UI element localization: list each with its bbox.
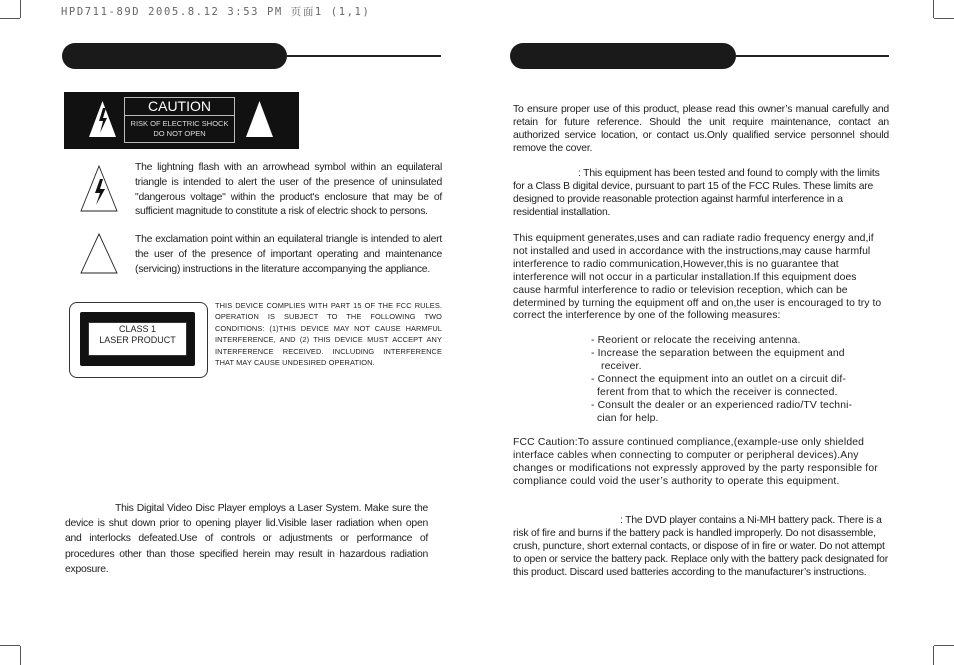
measure-item: - Increase the separation between the equipment and: [591, 348, 845, 359]
caution-subtitle: [125, 119, 234, 138]
crop-mark: [20, 646, 21, 665]
laser-product-label: [69, 302, 208, 378]
battery-warning-paragraph: : The DVD player contains a Ni-MH battery pack. There is a risk of fire and burns if the battery pack is handled improperly. Do not disassemble, crush, puncture, short external contacts, or dispose of in fire or water. Do not attempt to open or service the battery pack. Replace only with the battery pack designated for this product. Discard used batteries according to the manufacturer’s instructions.: [513, 515, 888, 578]
crop-mark: [0, 645, 20, 646]
measure-item: cian for help.: [597, 413, 659, 424]
lightning-explanation: The lightning flash with an arrowhead symbol within an equilateral triangle is intended to alert the user of the presence of uninsulated "dangerous voltage" within the product's enclosure that may be of sufficient magnitude to constitute a risk of electric shock to persons.: [135, 162, 442, 218]
measure-item: ferent from that to which the receiver is connected.: [597, 387, 838, 398]
crop-mark: [933, 0, 934, 18]
crop-mark: [934, 645, 954, 646]
laser-label-frame: [80, 312, 195, 366]
radio-interference-paragraph: This equipment generates,uses and can radiate radio frequency energy and,if not installed and used in accordance with the instructions,may cause harmful interference to radio communication,However,this is no guarantee that interference will not occur in a particular installation.If this equipment does cause harmful interference to radio or television reception, which can be determined by turning the equipment off and on,the user is encouraged to try to correct the interference by one of the following measures:: [513, 233, 882, 322]
exclamation-explanation: The exclamation point within an equilateral triangle is intended to alert the user of the presence of important operating and maintenance (servicing) instructions in the literature accompanying the appliance.: [135, 234, 442, 275]
class-b-statement: : This equipment has been tested and found to comply with the limits for a Class B digital device, pursuant to part 15 of the FCC Rules. These limits are designed to provide reasonable protection against harmful interference in a residential installation.: [513, 168, 880, 218]
crop-mark: [934, 18, 954, 19]
caution-subtitle-line: DO NOT OPEN: [153, 128, 206, 138]
crop-mark: [20, 0, 21, 18]
crop-mark: [0, 18, 20, 19]
measure-item: - Reorient or relocate the receiving antenna.: [591, 335, 801, 346]
print-stamp: HPD711-89D 2005.8.12 3:53 PM 页面1 (1,1): [61, 6, 371, 18]
right-header-rule: [736, 55, 889, 57]
right-section-header-bar: [510, 43, 736, 69]
left-section-header-bar: [62, 43, 287, 69]
laser-label-line: LASER PRODUCT: [99, 335, 176, 345]
measure-item: - Consult the dealer or an experienced radio/TV techni-: [591, 400, 853, 411]
laser-label-text: [88, 322, 187, 356]
caution-label-inner: [124, 97, 235, 143]
caution-title: CAUTION: [125, 98, 234, 116]
fcc-part15-statement: THIS DEVICE COMPLIES WITH PART 15 OF THE FCC RULES. OPERATION IS SUBJECT TO THE FOLLOWING TWO CONDITIONS: (1)THIS DEVICE MAY NOT CAUSE HARMFUL INTERFERENCE, AND (2) THIS DEVICE MUST ACCEPT ANY INTERFERENCE RECEIVED. INCLUDING INTERFERENCE THAT MAY CAUSE UNDESIRED OPERATION.: [215, 301, 442, 368]
measure-item: receiver.: [601, 361, 642, 372]
measure-item: - Connect the equipment into an outlet on a circuit dif-: [591, 374, 847, 385]
caution-subtitle-line: RISK OF ELECTRIC SHOCK: [130, 119, 229, 128]
laser-label-line: CLASS 1: [118, 324, 157, 334]
left-header-rule: [287, 55, 441, 57]
laser-system-warning: [65, 501, 428, 577]
lightning-warning-icon: [88, 99, 117, 139]
crop-mark: [933, 646, 934, 665]
exclamation-triangle-icon: [79, 231, 119, 277]
fcc-caution-paragraph: FCC Caution:To assure continued compliance,(example-use only shielded interface cables when connecting to computer or peripheral devices).Any changes or modifications not expressly approved by the party responsible for compliance could void the user’s authority to operate this equipment.: [513, 437, 878, 487]
lightning-triangle-icon: [79, 163, 119, 213]
intro-paragraph: To ensure proper use of this product, please read this owner’s manual carefully and retain for future reference. Should the unit require maintenance, contact an authorized service location, or contact us.Only qualified service personnel should remove the cover.: [513, 104, 889, 154]
exclamation-warning-icon: [245, 99, 274, 139]
laser-system-warning-text: This Digital Video Disc Player employs a Laser System. Make sure the device is shut down prior to opening player lid.Visible laser radiation when open and interlocks defeated.Use of controls or adjustments or performance of procedures other than those specified herein may result in hazardous radiation exposure.: [65, 503, 428, 575]
